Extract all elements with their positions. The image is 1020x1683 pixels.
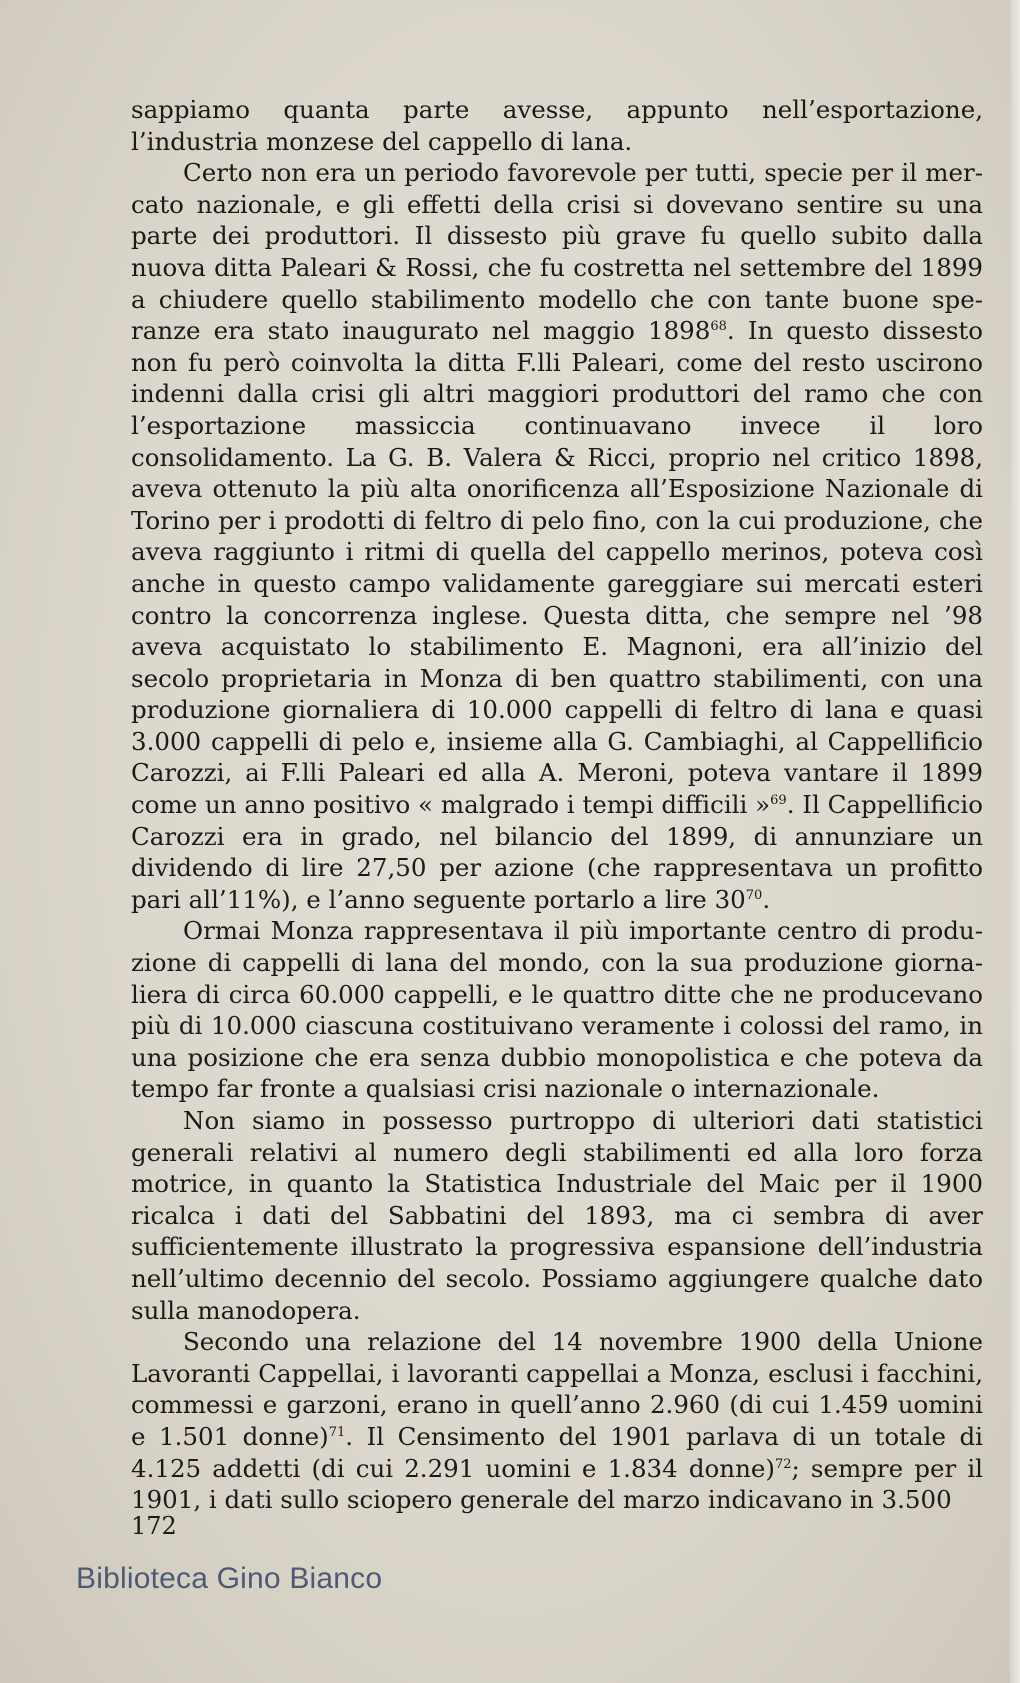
page-number: 172	[131, 1512, 177, 1540]
text-segment: Non siamo in possesso purtroppo di ulteriori dati statistici generali relativi al numero degli stabilimenti ed alla loro forza motrice, in quanto la Statistica Industriale del Maic per il 1900 ricalca i dati del Sabbatini del 1893, ma ci sembra di aver sufficientemente illustrato la progressiva espansione dell’industria nell’ultimo decennio del secolo. Possiamo aggiungere qualche dato sulla manodopera.	[131, 1106, 983, 1325]
text-segment: Ormai Monza rappresentava il più importante centro di produzione di cappelli di lana del mondo, con la sua produzione giornaliera di circa 60.000 cappelli, e le quattro ditte che ne producevano più di 10.000 ciascuna costituivano veramente i colossi del ramo, in una posizione che era senza dubbio monopolistica e che poteva da tempo far fronte a qualsiasi crisi nazionale o internazionale.	[131, 916, 983, 1104]
text-segment: . In questo dissesto non fu però coinvolta la ditta F.lli Paleari, come del resto uscirono indenni dalla crisi gli altri maggiori produttori del ramo che con l’esportazione massiccia continuavano invece il loro consolidamento. La G. B. Valera & Ricci, proprio nel critico 1898, aveva ottenuto la più alta onorificenza all’Esposizione Nazionale di Torino per i prodotti di feltro di pelo fino, con la cui produzione, che aveva raggiunto i ritmi di quella del cappello merinos, poteva così anche in questo campo validamente gareggiare sui mercati esteri contro la concorrenza inglese. Questa ditta, che sempre nel ’98 aveva acquistato lo stabilimento E. Magnoni, era all’inizio del secolo proprietaria in Monza di ben quattro stabilimenti, con una produzione giornaliera di 10.000 cappelli di feltro di lana e quasi 3.000 cappelli di pelo e, insieme alla G. Cambiaghi, al Cappellificio Carozzi, ai F.lli Paleari ed alla A. Meroni, poteva vantare il 1899 come un anno positivo « malgrado i tempi difficili »	[131, 316, 983, 820]
paragraph-1	[131, 94, 983, 157]
body-text	[131, 94, 983, 1516]
text-segment: ; sempre per il 1901, i dati sullo sciopero generale del marzo indicavano in 3.500	[131, 1453, 984, 1515]
paragraph-2	[131, 157, 983, 915]
footnote-ref-69: 69	[770, 792, 787, 808]
library-watermark: Biblioteca Gino Bianco	[76, 1562, 383, 1595]
text-segment: Certo non era un periodo favorevole per tutti, specie per il mercato nazionale, e gli effetti della crisi si dovevano sentire su una parte dei produttori. Il dissesto più grave fu quello subito dalla nuova ditta Paleari & Rossi, che fu costretta nel settembre del 1899 a chiudere quello stabilimento modello che con tante buone speranze era stato inaugurato nel maggio 1898	[131, 158, 983, 346]
footnote-ref-72: 72	[774, 1456, 792, 1472]
footnote-ref-71: 71	[328, 1424, 346, 1440]
page-edge	[1010, 0, 1020, 1683]
text-segment: .	[762, 884, 771, 914]
text-segment: Secondo una relazione del 14 novembre 1900 della Unione Lavoranti Cappellai, i lavoranti cappellai a Monza, esclusi i facchini, commessi e garzoni, erano in quell’anno 2.960 (di cui 1.459 uomini e 1.501 donne)	[131, 1327, 983, 1451]
text-segment: sappiamo quanta parte avesse, appunto nell’esportazione, l’industria monzese del cappello di lana.	[131, 95, 983, 156]
footnote-ref-68: 68	[710, 319, 727, 334]
paragraph-3	[131, 915, 983, 1105]
footnote-ref-70: 70	[745, 887, 763, 903]
text-segment: . Il Cappellificio Carozzi era in grado, nel bilancio del 1899, di annunziare un dividendo di lire 27,50 per azione (che rappresentava un profitto pari all’11%), e l’anno seguente portarlo a lire 30	[131, 790, 983, 914]
paragraph-5	[131, 1326, 983, 1516]
paragraph-4	[131, 1105, 983, 1326]
text-segment: . Il Censimento del 1901 parlava di un totale di 4.125 addetti (di cui 2.291 uomini e 1.834 donne)	[131, 1421, 984, 1483]
